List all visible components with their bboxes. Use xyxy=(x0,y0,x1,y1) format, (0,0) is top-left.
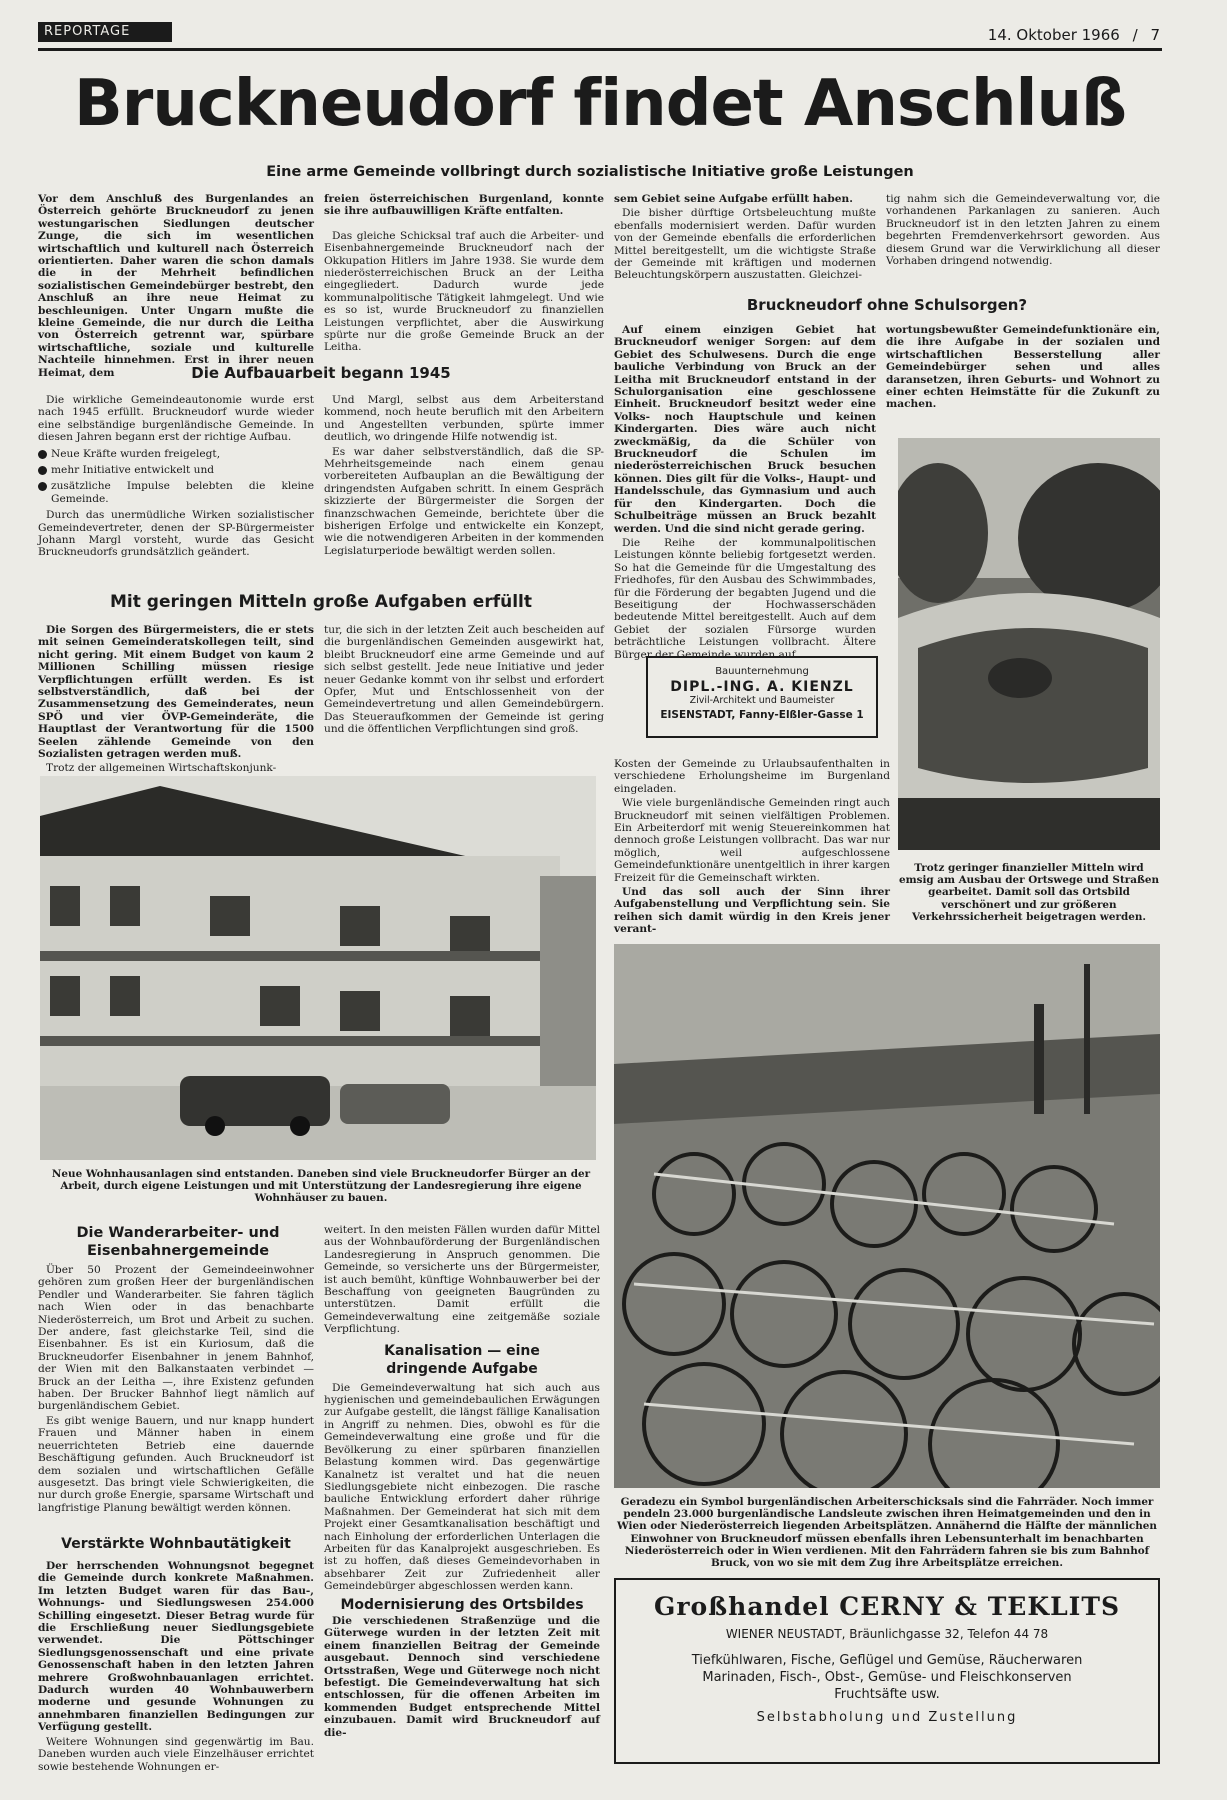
ad-kienzl-line3: Zivil-Architekt und Baumeister xyxy=(689,695,835,706)
intro-col-1: Vor dem Anschluß des Burgenlandes an Österreich gehörte Bruckneudorf zu jenen westungarischen Siedlungen deutscher Zunge, die sich im wesentlichen wirtschaftlich und kulturell nach Österreich orientierten. Daher waren die schon damals die in der Mehrheit befindlichen sozialistischen Gemeindebürger bestrebt, den Anschluß an ihre neue Heimat zu beschleunigen. Unter Ungarn mußte die kleine Gemeinde, die nur durch die Leitha von Österreich getrennt war, spürbare wirtschaftliche, soziale und kulturelle Nachteile hinnehmen. Erst in ihrer neuen Heimat, dem xyxy=(38,193,314,379)
bicycles-image xyxy=(614,944,1160,1488)
aufbau-bullet-1 xyxy=(38,448,314,460)
houses-image xyxy=(40,776,596,1160)
kosten-p1: Kosten der Gemeinde zu Urlaubsaufenthalten in verschiedene Erholungsheime im Burgenland eingeladen. xyxy=(614,758,890,795)
kanal-p0: weitert. In den meisten Fällen wurden dafür Mittel aus der Wohnbauförderung der Burgenländischen Landesregierung in Anspruch genommen. Die Gemeinde, so versicherte uns der Bürgermeister, ist auch bemüht, künftige Wohnbauwerber bei der Beschaffung von geeigneten Baugründen zu unterstützen. Damit erfüllt die Gemeindeverwaltung eine zeitgemäße soziale Verpflichtung. xyxy=(324,1224,600,1336)
ortsbild-heading: Modernisierung des Ortsbildes xyxy=(340,1596,584,1613)
intro-col-2-body: Das gleiche Schicksal traf auch die Arbeiter- und Eisenbahnergemeinde Bruckneudorf nach der Okkupation Hitlers im Jahre 1938. Sie wurde dem niederösterreichischen Bruck an der Leitha eingegliedert. Dadurch wurde jede kommunalpolitische Tätigkeit lahmgelegt. Und wie es so ist, wurde Bruckneudorf zu finanziellen Leistungen verpflichtet, aber die Auswirkung spürte nur die große Gemeinde Bruck an der Leitha. xyxy=(324,229,604,354)
intro-col-2 xyxy=(324,193,604,356)
headline: Bruckneudorf findet Anschluß xyxy=(73,67,1127,141)
kanal-col xyxy=(324,1224,600,1741)
intro-col-3-body: Die bisher dürftige Ortsbeleuchtung mußte ebenfalls modernisiert werden. Dafür wurden von der Gemeinde ebenfalls die erforderlichen Mittel bereitgestellt, um die wichtigste Straße der Gemeinde mit kräftigen und modernen Beleuchtungskörpern auszustatten. Gleichzei- xyxy=(614,207,876,282)
bullet-icon xyxy=(38,466,47,475)
schul-col-2: wortungsbewußter Gemeindefunktionäre ein, die ihre Aufgabe in der sozialen und wirtschaftlichen Besserstellung aller Gemeindebürger sehen und alles daransetzen, ihren Geburts- und Wohnort zu einer echten Heimstätte für die Zukunft zu machen. xyxy=(886,324,1160,411)
ortsbild-p1: Die verschiedenen Straßenzüge und die Güterwege wurden in der letzten Zeit mit einem finanziellen Beitrag der Gemeinde ausgebaut. Dennoch sind verschiedene Ortsstraßen, Wege und Güterwege noch nicht befestigt. Die Gemeindeverwaltung hat sich entschlossen, für die offenen Arbeiten im kommenden Budget entsprechende Mittel einzubauen. Damit wird Bruckneudorf auf die- xyxy=(324,1614,600,1739)
schul-col-1-p2: Die Reihe der kommunalpolitischen Leistungen könnte beliebig fortgesetzt werden. So hat die Gemeinde für die Umgestaltung des Friedhofes, für den Ausbau des Schwimmbades, für die Förderung der begabten Jugend und die Beseitigung der Hochwasserschäden bedeutende Mittel bereitgestellt. Auch auf dem Gebiet der sozialen Fürsorge wurden beträchtliche Leistungen vollbracht. Ältere Bürger der Gemeinde wurden auf xyxy=(614,536,876,661)
bullet-text: mehr Initiative entwickelt und xyxy=(51,464,215,477)
bicycles-photo xyxy=(614,944,1160,1488)
kosten-p2: Wie viele burgenländische Gemeinden ringt auch Bruckneudorf mit seinen vielfältigen Problemen. Ein Arbeiterdorf mit wenig Steuereinkommen hat dennoch große Leistungen vollbracht. Das war nur möglich, weil aufgeschlossene Gemeindefunktionäre unentgeltlich in ihrer kargen Freizeit für die Gemeinschaft wirkten. xyxy=(614,797,890,884)
mitteln-col-1-p2: Trotz der allgemeinen Wirtschaftskonjunk- xyxy=(46,762,277,775)
page-number: 7 xyxy=(1150,26,1160,44)
park-photo xyxy=(898,438,1160,850)
wander-heading: Die Wanderarbeiter- und Eisenbahnergemeinde xyxy=(76,1225,280,1259)
aufbau-intro: Die wirkliche Gemeindeautonomie wurde erst nach 1945 erfüllt. Bruckneudorf wurde wieder eine selbständige burgenländische Gemeinde. In diesen Jahren begann erst der richtige Aufbau. xyxy=(38,394,314,444)
bicycles-caption: Geradezu ein Symbol burgenländischen Arbeiterschicksals sind die Fahrräder. Noch immer pendeln 23.000 burgenländische Landsleute zwischen ihren Heimatgemeinden und den in Wien oder Niederösterreich liegenden Arbeitsplätzen. Annähernd die Hälfte der männlichen Einwohner von Bruckneudorf müssen ebenfalls ihren Lebensunterhalt im benachbarten Niederösterreich oder in Wien verdienen. Mit den Fahrrädern fahren sie bis zum Bahnhof Bruck, von wo sie mit dem Zug ihre Arbeitsplätze erreichen. xyxy=(617,1496,1157,1570)
section-label: REPORTAGE xyxy=(38,22,172,42)
ad-kienzl-line4: EISENSTADT, Fanny-Elßler-Gasse 1 xyxy=(660,709,864,721)
park-caption: Trotz geringer finanzieller Mitteln wird emsig am Ausbau der Ortswege und Straßen gearbeitet. Damit soll das Ortsbild verschönert und zur größeren Verkehrssicherheit beigetragen werden. xyxy=(898,862,1160,923)
schul-col-1 xyxy=(614,324,876,663)
ad-cerny-line3: Fruchtsäfte usw. xyxy=(834,1687,940,1702)
bullet-icon xyxy=(38,482,47,491)
aufbau-col-1 xyxy=(38,394,314,561)
aufbau-bullet-2 xyxy=(38,464,314,476)
ad-cerny-line4: Selbstabholung und Zustellung xyxy=(756,1710,1018,1725)
wander-p1: Über 50 Prozent der Gemeindeeinwohner gehören zum großen Heer der burgenländischen Pendler und Wanderarbeiter. Sie fahren täglich nach Wien oder in das benachbarte Niederösterreich, um Brot und Arbeit zu suchen. Der andere, fast gleichstarke Teil, sind die Eisenbahner. Es ist ein Kuriosum, daß die Bruckneudorfer Eisenbahner in jenem Bahnhof, der Wien mit den Balkanstaaten verbindet — Bruck an der Leitha —, ihre Existenz gefunden haben. Der Brucker Bahnhof liegt nämlich auf burgenländischem Gebiet. xyxy=(38,1264,314,1413)
date: 14. Oktober 1966 xyxy=(987,26,1120,44)
wander-col xyxy=(38,1264,314,1516)
houses-photo xyxy=(40,776,596,1160)
schul-col-1-p1: Auf einem einzigen Gebiet hat Bruckneudorf weniger Sorgen: auf dem Gebiet des Schulwesens. Durch die enge bauliche Verbindung von Bruck an der Leitha mit Bruckneudorf entstand in der Schulorganisation eine geschlossene Einheit. Bruckneudorf besitzt weder eine Volks- noch Hauptschule und keinen Kindergarten. Dies wäre auch nicht zweckmäßig, da die Schüler von Bruckneudorf die Schulen im niederösterreichischen Bruck besuchen können. Dies gilt für die Volks-, Haupt- und Handelsschule, das Gymnasium und auch für den Kindergarten. Doch die Schulbeiträge müssen an Bruck bezahlt werden. Und die sind nicht gerade gering. xyxy=(614,324,876,535)
mitteln-heading: Mit geringen Mitteln große Aufgaben erfüllt xyxy=(109,592,532,612)
bullet-text: Neue Kräfte wurden freigelegt, xyxy=(51,447,221,460)
ad-kienzl xyxy=(646,656,878,738)
wander-p2: Es gibt wenige Bauern, und nur knapp hundert Frauen und Männer haben in einem neuerrichteten Betrieb eine dauernde Beschäftigung gefunden. Auch Bruckneudorf ist dem sozialen und wirtschaftlichen Gefälle ausgesetzt. Das bringt viele Schwierigkeiten, die nur durch große Energie, sparsame Wirtschaft und langfristige Planung bewältigt werden können. xyxy=(38,1414,314,1514)
aufbau-body: Durch das unermüdliche Wirken sozialistischer Gemeindevertreter, denen der SP-Bürgermeister Johann Margl vorsteht, wurde das Gesicht Bruckneudorfs grundsätzlich geändert. xyxy=(38,509,314,559)
ad-kienzl-line2: DIPL.-ING. A. KIENZL xyxy=(670,679,854,695)
ad-cerny-title: Großhandel CERNY & TEKLITS xyxy=(653,1592,1121,1621)
wohnbau-p1: Der herrschenden Wohnungsnot begegnet die Gemeinde durch konkrete Maßnahmen. Im letzten Budget waren für das Bau-, Wohnungs- und Siedlungswesen 254.000 Schilling eingesetzt. Dieser Betrag wurde für die Erschließung neuer Siedlungsgebiete verwendet. Die Pöttschinger Siedlungsgenossenschaft und eine private Genossenschaft haben in den letzten Jahren mehrere Großwohnbauanlagen errichtet. Dadurch wurden 40 Wohnbauwerbern moderne und gesunde Wohnungen zu annehmbaren finanziellen Bedingungen zur Verfügung gestellt. xyxy=(38,1560,314,1734)
ad-cerny-address: WIENER NEUSTADT, Bräunlichgasse 32, Telefon 44 78 xyxy=(725,1627,1049,1641)
mitteln-col-1 xyxy=(38,624,314,777)
kanal-p1: Die Gemeindeverwaltung hat sich auch aus hygienischen und gemeindebaulichen Erwägungen zur Aufgabe gestellt, die längst fällige Kanalisation in Angriff zu nehmen. Dies, obwohl es für die Gemeindeverwaltung eine große und für die Bevölkerung zu einer spürbaren finanziellen Belastung kommen wird. Das gegenwärtige Kanalnetz ist veraltet und hat die neuen Siedlungsgebiete nicht einbezogen. Die rasche bauliche Entwicklung erfordert daher rührige Maßnahmen. Der Gemeinderat hat sich mit dem Projekt einer Gesamtkanalisation beschäftigt und nach Einholung der erforderlichen Unterlagen die Arbeiten für das Kanalprojekt ausgeschrieben. Es ist zu hoffen, daß dieses Gemeindevorhaben in absehbarer Zeit zur Zufriedenheit aller Gemeindebürger abgeschlossen werden kann. xyxy=(324,1381,600,1593)
intro-col-4: tig nahm sich die Gemeindeverwaltung vor, die vorhandenen Parkanlagen zu sanieren. Auch Bruckneudorf ist in den letzten Jahren zu einem begehrten Fremdenverkehrsort geworden. Aus diesem Grund war die Verwirklichung all dieser Vorhaben dringend notwendig. xyxy=(886,193,1160,268)
aufbau-bullet-3 xyxy=(38,480,314,505)
aufbau-heading: Die Aufbauarbeit begann 1945 xyxy=(191,364,451,382)
park-fountain-image xyxy=(898,438,1160,850)
header-dateline xyxy=(930,26,1160,44)
wohnbau-p2: Weitere Wohnungen sind gegenwärtig im Bau. Daneben wurden auch viele Einzelhäuser errichtet sowie bestehende Wohnungen er- xyxy=(38,1735,314,1773)
subhead: Eine arme Gemeinde vollbringt durch sozialistische Initiative große Leistungen xyxy=(266,164,914,180)
kosten-p3: Und das soll auch der Sinn ihrer Aufgabenstellung und Verpflichtung sein. Sie reihen sich damit würdig in den Kreis jener verant- xyxy=(614,886,890,936)
wohnbau-col xyxy=(38,1560,314,1775)
aufbau-col-2 xyxy=(324,394,604,559)
mitteln-col-2: tur, die sich in der letzten Zeit auch bescheiden auf die burgenländischen Gemeinden ausgewirkt hat, bleibt Bruckneudorf eine arme Gemeinde und auf sich selbst gestellt. Jede neue Initiative und jeder neuer Gedanke kommt von ihr selbst und erfordert Opfer, Mut und Entschlossenheit von der Gemeindevertretung und allen Gemeindebürgern. Das Steueraufkommen der Gemeinde ist gering und die öffentlichen Verpflichtungen sind groß. xyxy=(324,624,604,736)
ad-cerny xyxy=(614,1578,1160,1764)
aufbau-col-2-p2: Es war daher selbstverständlich, daß die SP-Mehrheitsgemeinde nach einem genau vorbereiteten Aufbauplan an die Bewältigung der dringendsten Aufgaben schritt. In einem Gespräch skizzierte der Bürgermeister die Sorgen der finanzschwachen Gemeinde, berichtete über die bisherigen Erfolge und entwickelte ein Konzept, wie die notwendigeren Arbeiten in der kommenden Legislaturperiode bewältigt werden sollen. xyxy=(324,445,604,557)
header-rule xyxy=(38,48,1162,51)
ad-cerny-line1: Tiefkühlwaren, Fische, Geflügel und Gemüse, Räucherwaren xyxy=(691,1653,1083,1668)
schul-heading: Bruckneudorf ohne Schulsorgen? xyxy=(746,296,1028,314)
houses-caption: Neue Wohnhausanlagen sind entstanden. Daneben sind viele Bruckneudorfer Bürger an der Arbeit, durch eigene Leistungen und mit Unterstützung der Landesregierung ihre eigene Wohnhäuser zu bauen. xyxy=(51,1168,591,1205)
kosten-col xyxy=(614,758,890,938)
intro-col-3-lead: sem Gebiet seine Aufgabe erfüllt haben. xyxy=(614,193,853,205)
separator: / xyxy=(1132,26,1138,44)
bullet-icon xyxy=(38,450,47,459)
wohnbau-heading: Verstärkte Wohnbautätigkeit xyxy=(61,1536,291,1552)
intro-col-3 xyxy=(614,193,876,284)
ad-kienzl-line1: Bauunternehmung xyxy=(715,666,809,677)
intro-col-2-lead: freien österreichischen Burgenland, konnte sie ihre aufbauwilligen Kräfte entfalten. xyxy=(324,193,604,218)
bullet-text: zusätzliche Impulse belebten die kleine Gemeinde. xyxy=(51,480,314,505)
mitteln-col-1-p1: Die Sorgen des Bürgermeisters, die er stets mit seinen Gemeinderatskollegen teilt, sind nicht gering. Mit einem Budget von kaum 2 Millionen Schilling müssen riesige Verpflichtungen erfüllt werden. Es ist selbstverständlich, daß bei der Zusammensetzung des Gemeinderates, neun SPÖ und vier ÖVP-Gemeinderäte, die Hauptlast der Verantwortung für die 1500 Seelen zählende Gemeinde von den Sozialisten getragen werden muß. xyxy=(38,624,314,761)
ad-cerny-line2: Marinaden, Fisch-, Obst-, Gemüse- und Fleischkonserven xyxy=(702,1670,1072,1685)
kanal-heading: Kanalisation — eine dringende Aufgabe xyxy=(384,1342,540,1377)
aufbau-col-2-p1: Und Margl, selbst aus dem Arbeiterstand kommend, noch heute beruflich mit den Arbeitern und Angestellten verbunden, spürte immer deutlich, wo dringende Hilfe notwendig ist. xyxy=(324,394,604,444)
